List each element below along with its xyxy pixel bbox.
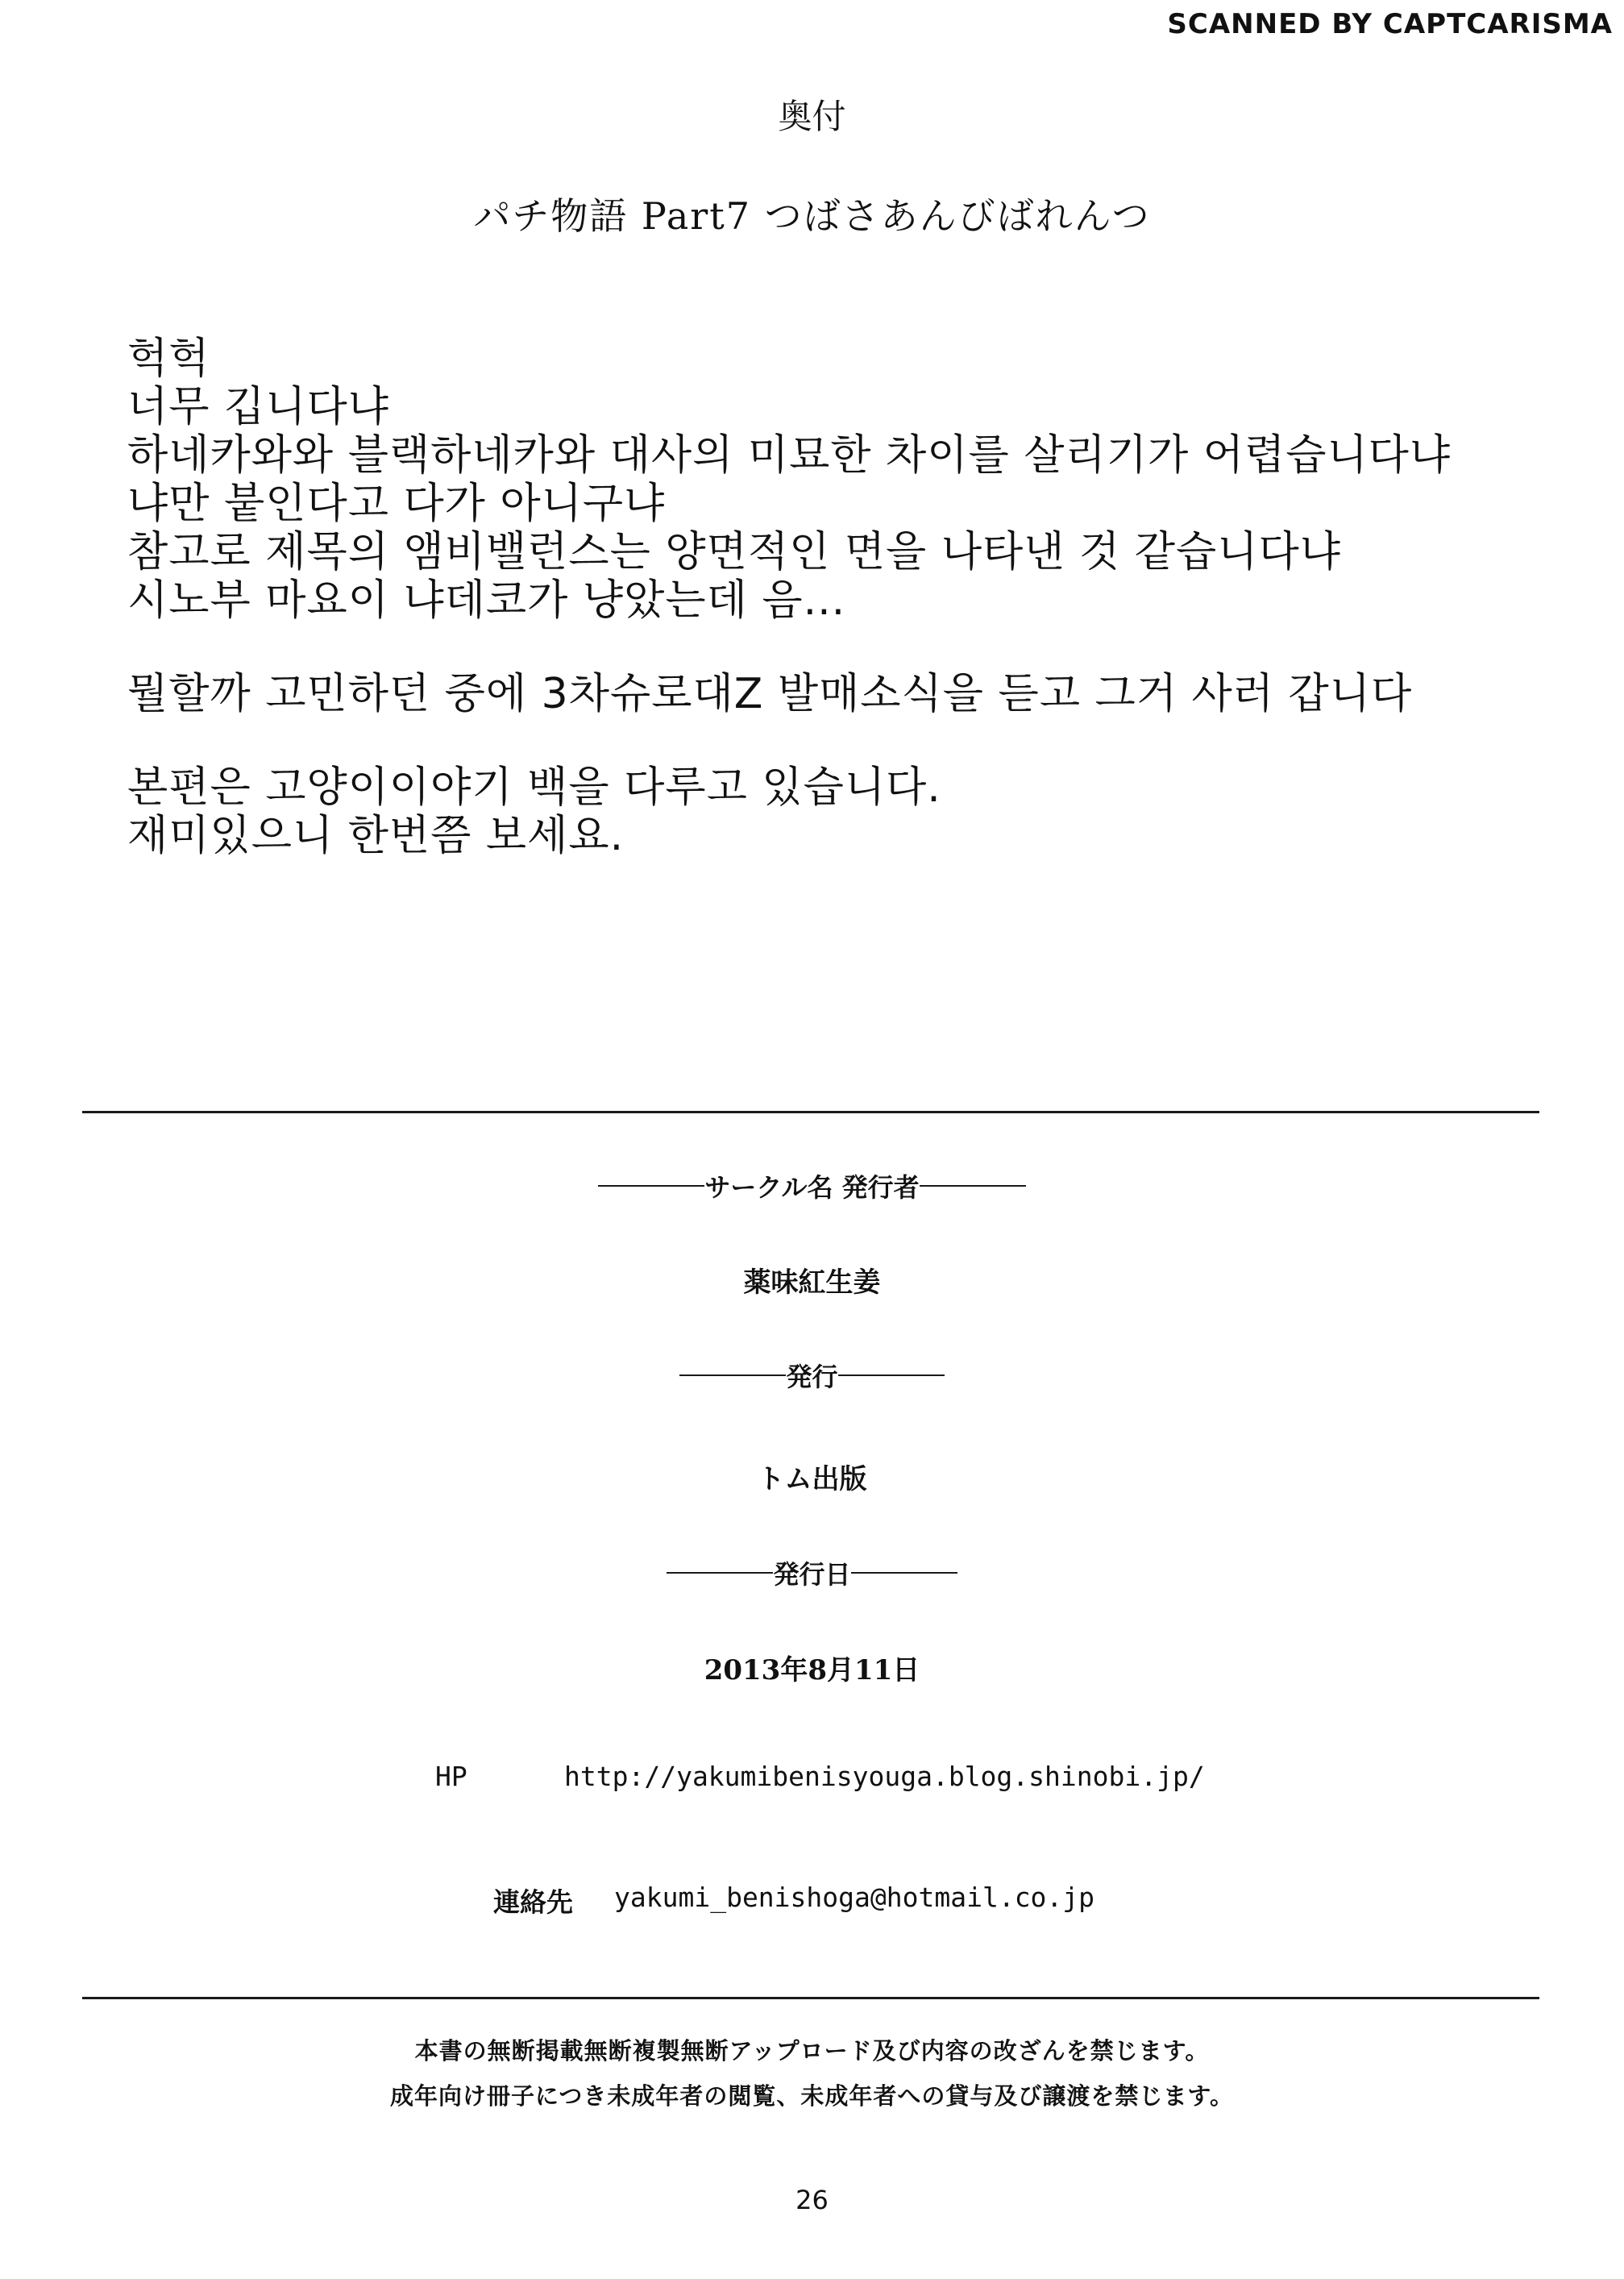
- contact-email: yakumi_benishoga@hotmail.co.jp: [614, 1882, 1095, 1913]
- section-title: 奥付: [778, 97, 846, 136]
- note-line: 재미있으니 한번쯤 보세요.: [127, 812, 625, 860]
- dash-left: [667, 1572, 773, 1574]
- note-line: 하네카와와 블랙하네카와 대사의 미묘한 차이를 살리기가 어렵습니다냐: [127, 431, 1452, 480]
- date-header-label: 発行日: [773, 1559, 851, 1590]
- translator-note: [127, 335, 1562, 860]
- dash-right: [851, 1572, 957, 1574]
- publish-header-label: 発行: [786, 1362, 838, 1392]
- note-line: 냐만 붙인다고 다가 아니구냐: [127, 480, 666, 528]
- date-header: [0, 1554, 1624, 1591]
- note-line: 뭘할까 고민하던 중에 3차슈로대Z 발매소식을 듣고 그거 사러 갑니다: [127, 670, 1413, 718]
- page-number: 26: [795, 2185, 829, 2215]
- circle-header: [0, 1167, 1624, 1204]
- homepage-url: http://yakumibenisyouga.blog.shinobi.jp/: [564, 1761, 1205, 1792]
- note-line: 너무 깁니다냐: [127, 383, 389, 431]
- dash-left: [598, 1185, 704, 1187]
- divider-top: [82, 1111, 1539, 1113]
- paragraph-gap: [127, 625, 1562, 670]
- homepage-label: HP: [435, 1761, 467, 1792]
- dash-left: [679, 1374, 786, 1376]
- note-line: 헉헉: [127, 335, 210, 383]
- divider-bottom: [82, 1997, 1539, 1999]
- publish-date: 2013年8月11日: [704, 1654, 920, 1686]
- circle-name: 薬味紅生姜: [743, 1266, 881, 1299]
- note-line: 참고로 제목의 앰비밸런스는 양면적인 면을 나타낸 것 같습니다냐: [127, 528, 1341, 576]
- note-line: 시노부 마요이 냐데코가 냥았는데 음...: [127, 576, 846, 625]
- age-restriction-notice: 成年向け冊子につき未成年者の閲覧、未成年者への貸与及び譲渡を禁じます。: [389, 2082, 1235, 2110]
- dash-right: [920, 1185, 1026, 1187]
- circle-header-label: サークル名 発行者: [704, 1172, 920, 1203]
- publisher-name: トム出版: [757, 1463, 867, 1495]
- contact-label: 連絡先: [493, 1886, 573, 1918]
- copyright-notice: 本書の無断掲載無断複製無断アップロード及び内容の改ざんを禁じます。: [414, 2037, 1210, 2065]
- publish-header: [0, 1357, 1624, 1394]
- paragraph-gap: [127, 718, 1562, 763]
- book-title: パチ物語 Part7 つばさあんびばれんつ: [473, 194, 1151, 238]
- scan-credit: SCANNED BY CAPTCARISMA: [1167, 8, 1613, 40]
- dash-right: [838, 1374, 945, 1376]
- note-line: 본편은 고양이이야기 백을 다루고 있습니다.: [127, 763, 941, 812]
